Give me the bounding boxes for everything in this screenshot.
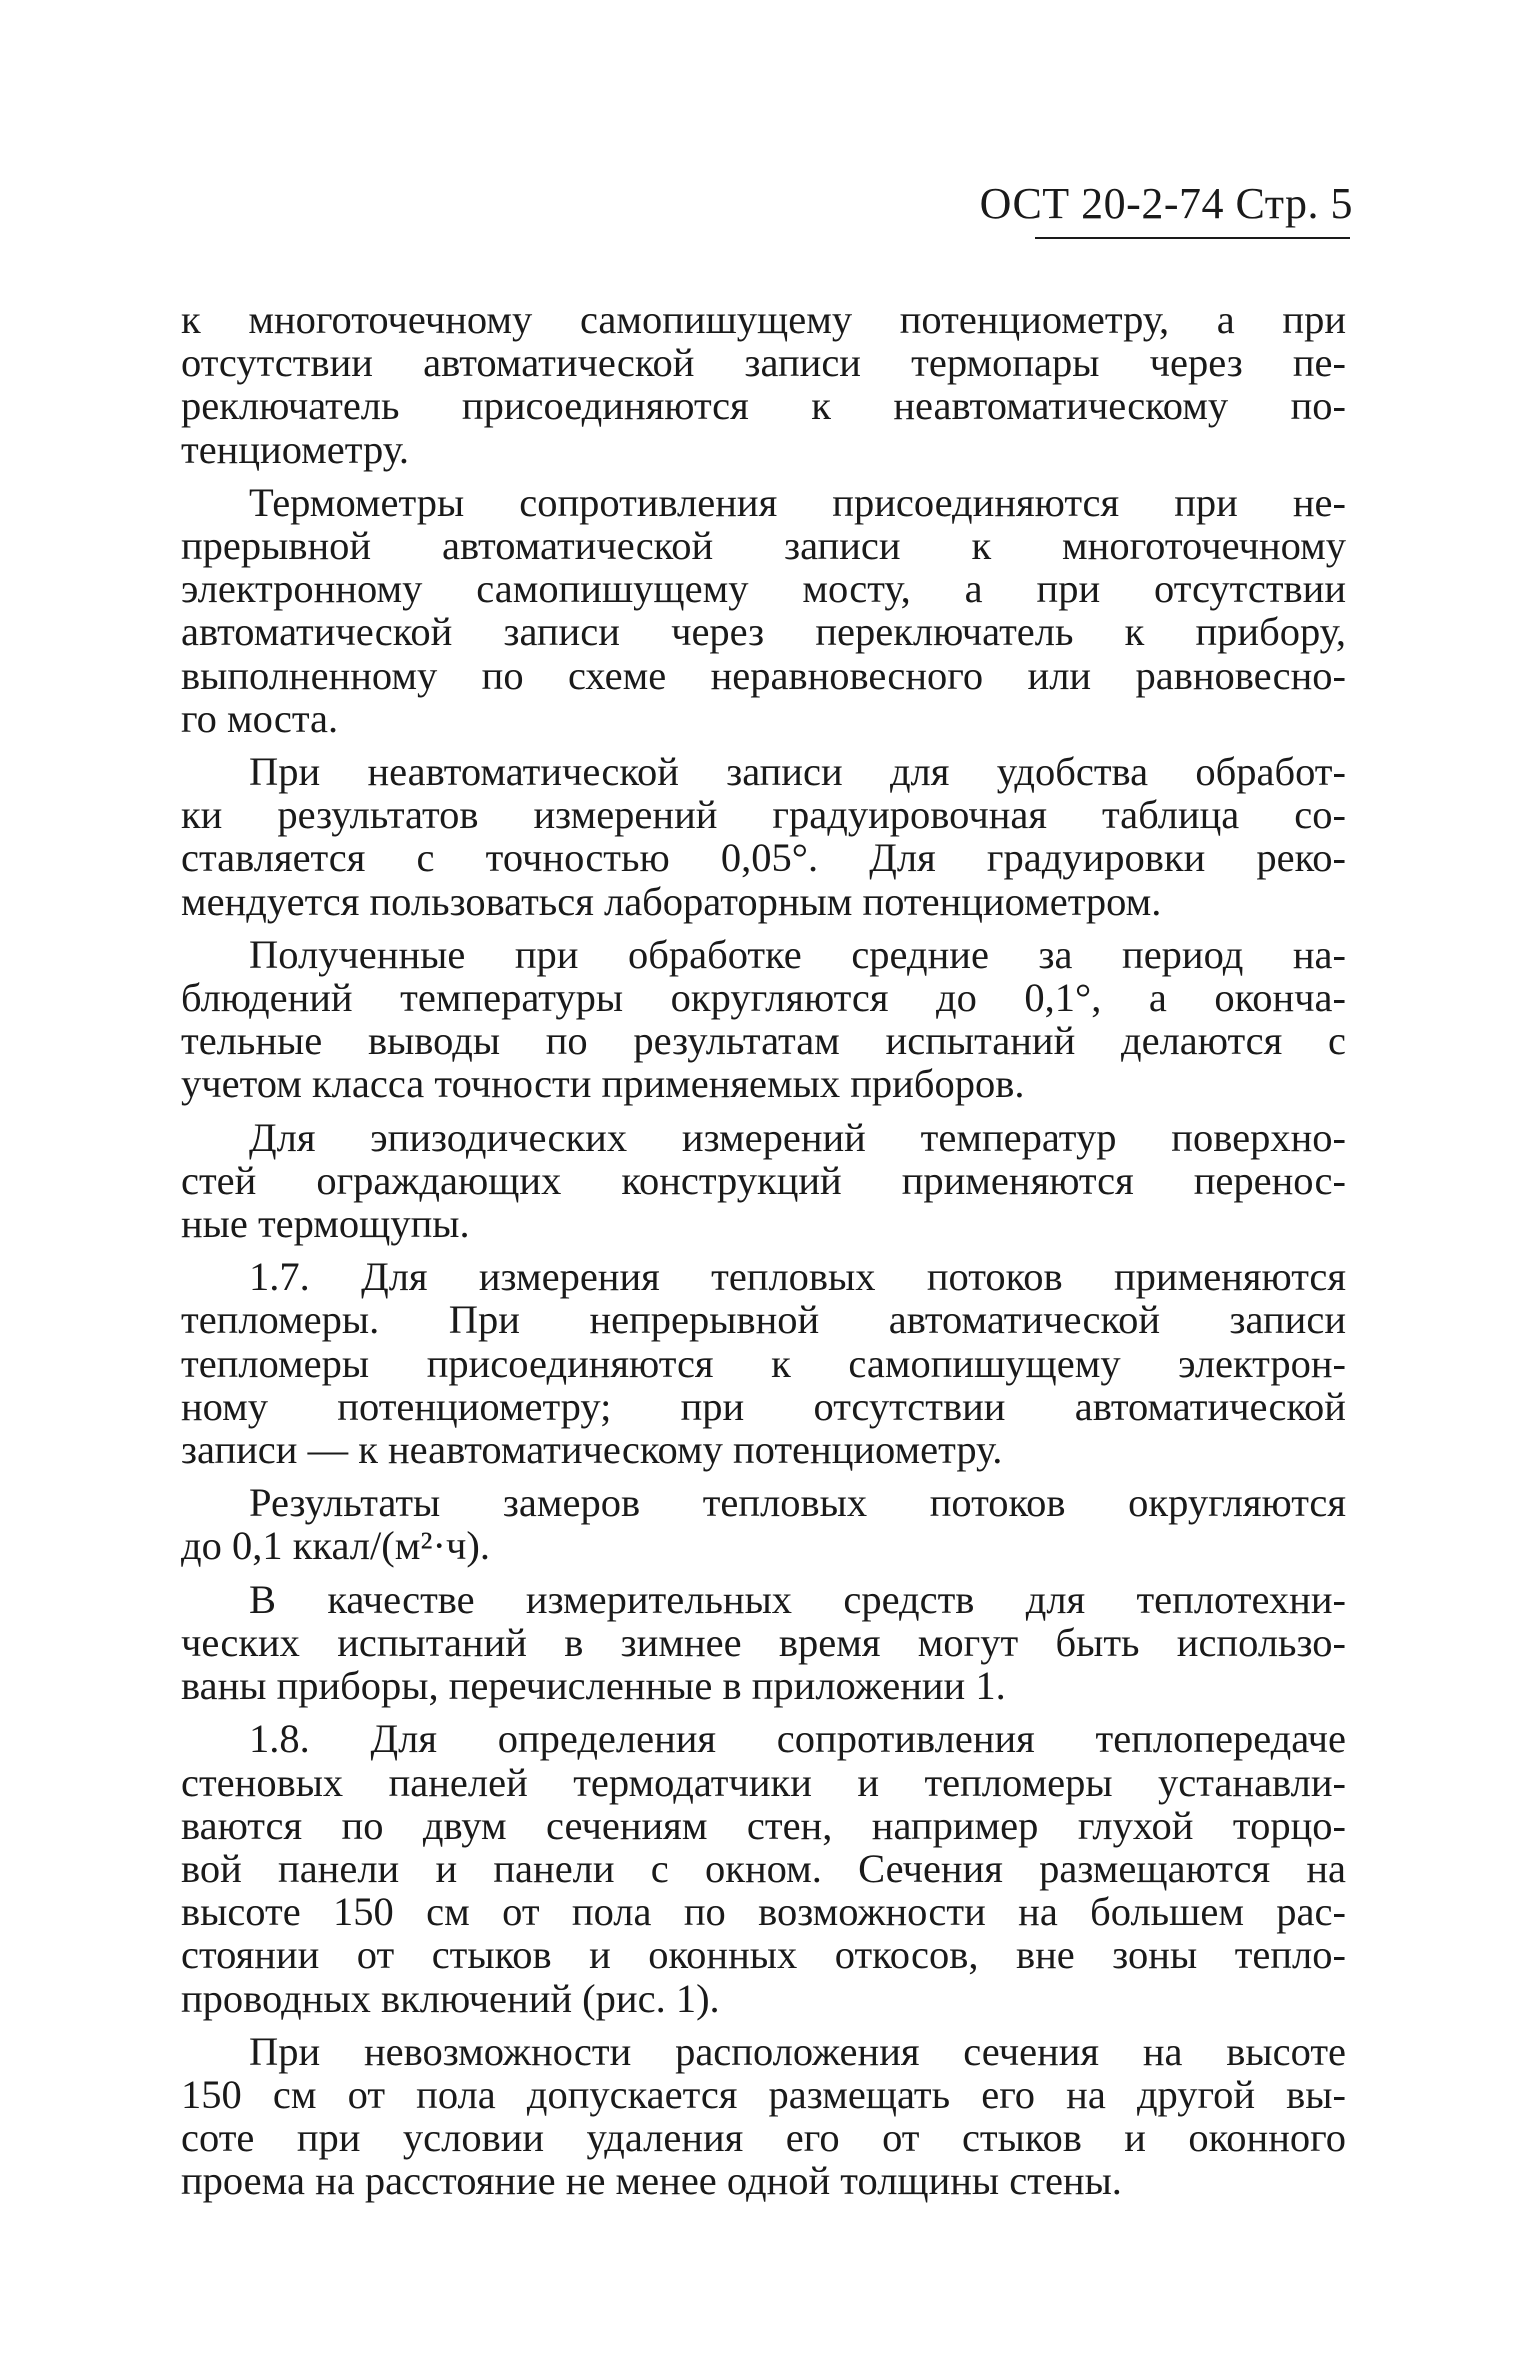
text-line: Результаты замеров тепловых потоков округляются	[249, 1480, 1346, 1526]
text-line: ные термощупы.	[181, 1201, 470, 1247]
text-line: ческих испытаний в зимнее время могут быть использо-	[181, 1619, 1346, 1665]
text-line: реключатель присоединяются к неавтоматическому по-	[181, 383, 1346, 429]
header-rule	[1035, 237, 1350, 239]
text-line: Полученные при обработке средние за период на-	[249, 931, 1346, 977]
text-line: электронному самопишущему мосту, а при отсутствии	[181, 566, 1346, 612]
paragraph-7	[181, 1481, 1346, 1567]
text-line: записи — к неавтоматическому потенциометру.	[181, 1427, 1003, 1473]
page-header: ОСТ 20-2-74 Стр. 5	[979, 179, 1353, 228]
text-line: тенциометру.	[181, 426, 410, 472]
text-line: При невозможности расположения сечения на высоте	[249, 2028, 1346, 2074]
paragraph-3	[181, 750, 1346, 923]
text-line: ному потенциометру; при отсутствии автоматической	[181, 1383, 1346, 1429]
text-line: Для эпизодических измерений температур поверхно-	[249, 1114, 1346, 1160]
text-line: ки результатов измерений градуировочная таблица со-	[181, 792, 1346, 838]
text-line: прерывной автоматической записи к многоточечному	[181, 523, 1346, 569]
text-line: тепломеры. При непрерывной автоматической записи	[181, 1297, 1346, 1343]
text-line: вой панели и панели с окном. Сечения размещаются на	[181, 1845, 1346, 1891]
text-line: учетом класса точности применяемых приборов.	[181, 1061, 1025, 1107]
paragraph-1	[181, 298, 1346, 471]
text-line: выполненному по схеме неравновесного или равновесно-	[181, 652, 1346, 698]
document-body	[181, 288, 1346, 2203]
text-line: проема на расстояние не менее одной толщины стены.	[181, 2158, 1122, 2204]
text-line: ставляется с точностью 0,05°. Для градуировки реко-	[181, 835, 1346, 881]
text-line: соте при условии удаления его от стыков и оконного	[181, 2115, 1346, 2161]
text-line: В качестве измерительных средств для теплотехни-	[249, 1576, 1346, 1622]
text-line: Термометры сопротивления присоединяются при не-	[249, 479, 1346, 525]
text-line: стоянии от стыков и оконных откосов, вне зоны тепло-	[181, 1932, 1346, 1978]
text-line: к многоточечному самопишущему потенциометру, а при	[181, 297, 1346, 342]
paragraph-4	[181, 933, 1346, 1106]
paragraph-6	[181, 1255, 1346, 1471]
text-line: 1.7. Для измерения тепловых потоков применяются	[249, 1254, 1346, 1300]
text-line: мендуется пользоваться лабораторным потенциометром.	[181, 878, 1162, 924]
paragraph-9	[181, 1717, 1346, 2019]
text-line: При неавтоматической записи для удобства обработ-	[249, 749, 1346, 795]
text-line: го моста.	[181, 695, 339, 741]
text-line: до 0,1 ккал/(м²·ч).	[181, 1523, 490, 1569]
text-line: блюдений температуры округляются до 0,1°, а оконча-	[181, 975, 1346, 1021]
text-line: стей ограждающих конструкций применяются перенос-	[181, 1157, 1346, 1203]
text-line: 1.8. Для определения сопротивления теплопередаче	[249, 1716, 1346, 1762]
text-line: стеновых панелей термодатчики и тепломеры устанавли-	[181, 1759, 1346, 1805]
paragraph-2	[181, 481, 1346, 740]
paragraph-10	[181, 2030, 1346, 2203]
text-line: отсутствии автоматической записи термопары через пе-	[181, 340, 1346, 386]
text-line: проводных включений (рис. 1).	[181, 1975, 720, 2021]
text-line: 150 см от пола допускается размещать его на другой вы-	[181, 2071, 1346, 2117]
text-line: автоматической записи через переключатель к прибору,	[181, 609, 1346, 655]
text-line: тельные выводы по результатам испытаний делаются с	[181, 1018, 1346, 1064]
paragraph-5	[181, 1116, 1346, 1246]
text-line: ваны приборы, перечисленные в приложении 1.	[181, 1663, 1006, 1709]
text-line: высоте 150 см от пола по возможности на большем рас-	[181, 1889, 1346, 1935]
text-line: тепломеры присоединяются к самопишущему электрон-	[181, 1340, 1346, 1386]
paragraph-8	[181, 1578, 1346, 1708]
text-line: ваются по двум сечениям стен, например глухой торцо-	[181, 1802, 1346, 1848]
